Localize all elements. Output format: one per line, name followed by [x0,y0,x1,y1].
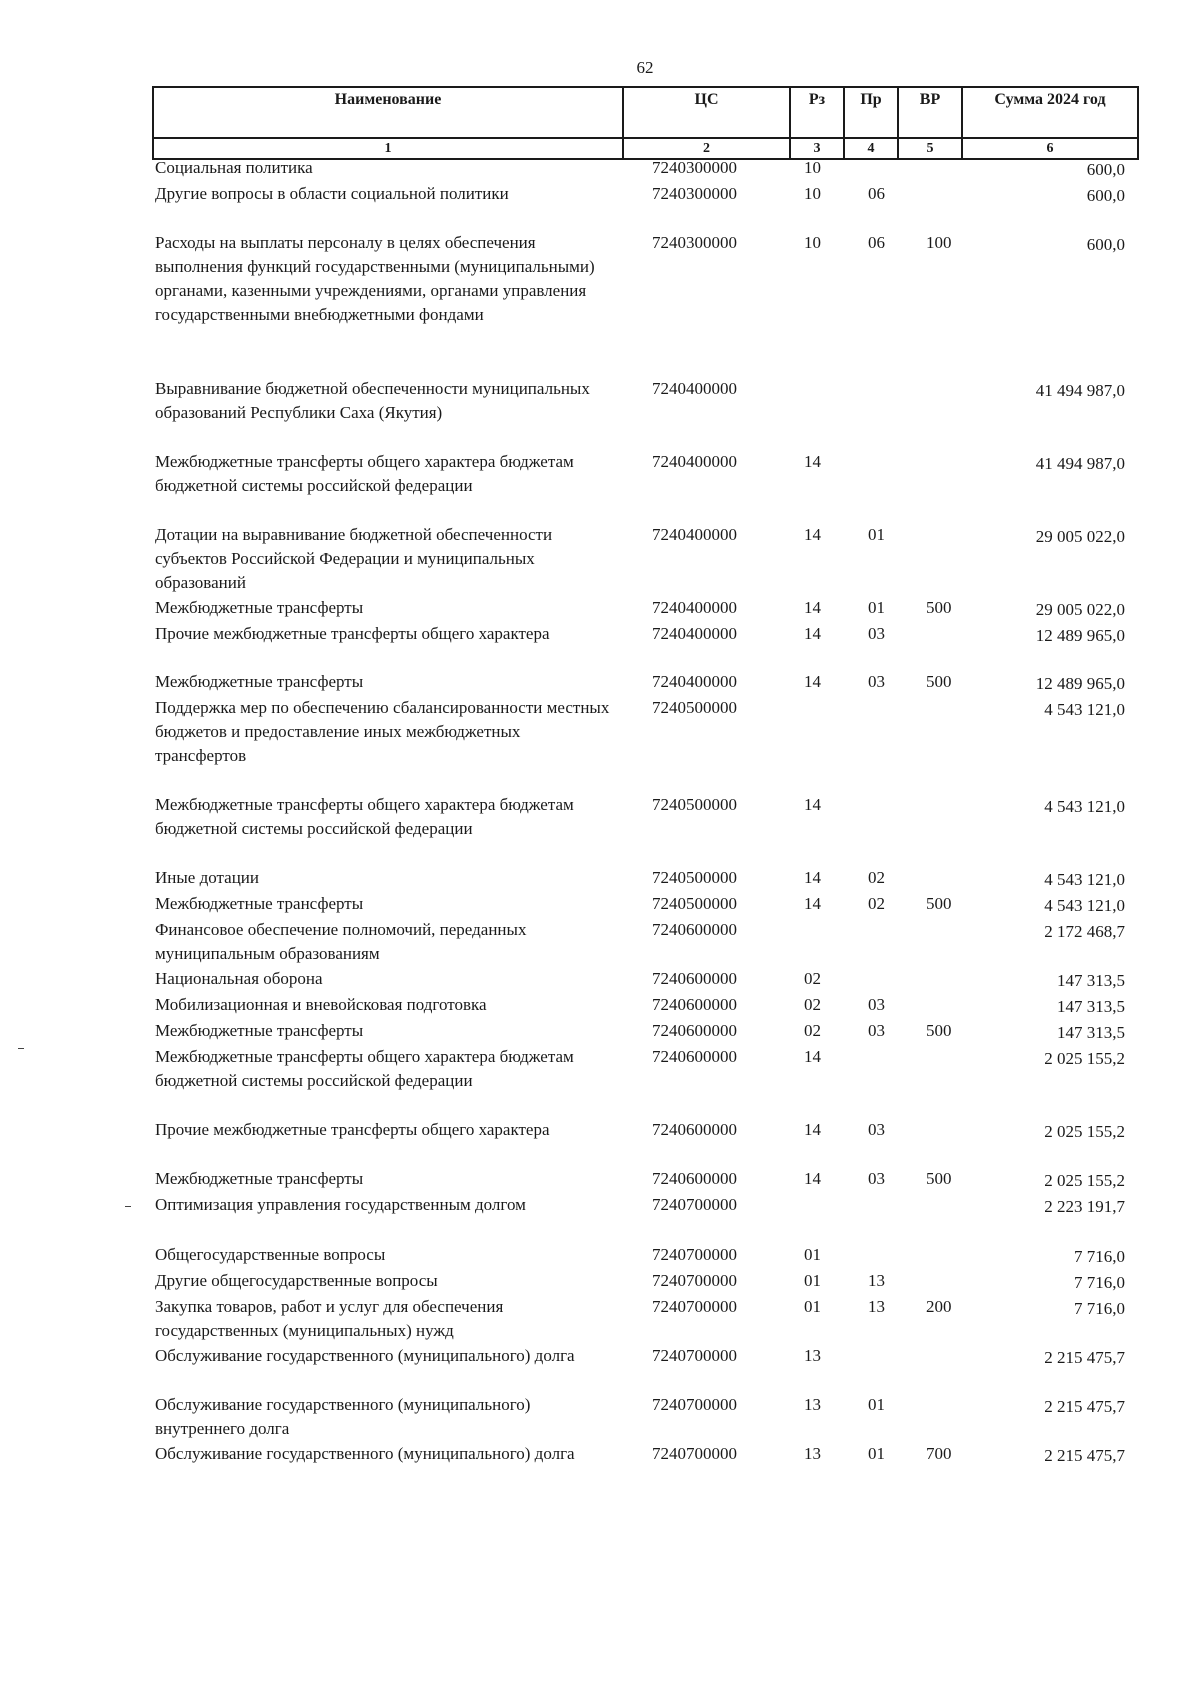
cell-sum: 2 223 191,7 [1044,1197,1125,1216]
cell-name: Выравнивание бюджетной обеспеченности муниципальных образований Республики Саха (Якутия) [155,379,590,422]
cell-sum: 2 025 155,2 [1044,1122,1125,1141]
header-pr: Пр [844,87,898,138]
cell-vr: 500 [926,1021,952,1040]
cell-cs: 7240400000 [652,624,737,643]
cell-rz: 14 [804,525,821,544]
cell-name: Межбюджетные трансферты [155,1169,364,1188]
cell-cs: 7240700000 [652,1444,737,1463]
cell-rz: 10 [804,184,821,203]
cell-pr: 13 [868,1271,885,1290]
table-header [152,86,1139,160]
cell-sum: 4 543 121,0 [1044,896,1125,915]
cell-sum: 41 494 987,0 [1035,454,1125,473]
cell-cs: 7240700000 [652,1395,737,1414]
cell-name: Межбюджетные трансферты общего характера бюджетам бюджетной системы российской федерации [155,1047,574,1090]
cell-cs: 7240400000 [652,525,737,544]
cell-vr: 200 [926,1297,952,1316]
cell-rz: 13 [804,1395,821,1414]
cell-pr: 03 [868,672,885,691]
cell-sum: 4 543 121,0 [1044,797,1125,816]
cell-cs: 7240500000 [652,868,737,887]
cell-name: Другие общегосударственные вопросы [155,1271,438,1290]
cell-name: Поддержка мер по обеспечению сбалансированности местных бюджетов и предоставление иных межбюджетных трансфертов [155,698,610,765]
cell-rz: 14 [804,1047,821,1066]
header-name: Наименование [153,87,623,138]
cell-rz: 14 [804,672,821,691]
header-num-5: 5 [898,138,962,159]
cell-sum: 7 716,0 [1074,1273,1125,1292]
cell-cs: 7240600000 [652,1120,737,1139]
cell-rz: 02 [804,969,821,988]
cell-name: Обслуживание государственного (муниципального) долга [155,1346,575,1365]
cell-sum: 4 543 121,0 [1044,870,1125,889]
cell-name: Межбюджетные трансферты [155,672,364,691]
cell-sum: 29 005 022,0 [1035,600,1125,619]
cell-sum: 147 313,5 [1057,997,1125,1016]
cell-rz: 14 [804,1169,821,1188]
cell-name: Межбюджетные трансферты [155,598,364,617]
cell-rz: 10 [804,158,821,177]
cell-cs: 7240400000 [652,672,737,691]
cell-sum: 4 543 121,0 [1044,700,1125,719]
cell-pr: 03 [868,624,885,643]
cell-name: Финансовое обеспечение полномочий, переданных муниципальным образованиям [155,920,527,963]
cell-rz: 01 [804,1245,821,1264]
cell-rz: 14 [804,868,821,887]
cell-vr: 500 [926,672,952,691]
cell-sum: 41 494 987,0 [1035,381,1125,400]
cell-pr: 01 [868,1444,885,1463]
cell-name: Межбюджетные трансферты [155,894,364,913]
cell-name: Оптимизация управления государственным долгом [155,1195,526,1214]
cell-pr: 01 [868,525,885,544]
cell-sum: 12 489 965,0 [1035,674,1125,693]
cell-vr: 500 [926,598,952,617]
cell-cs: 7240500000 [652,894,737,913]
cell-sum: 2 025 155,2 [1044,1171,1125,1190]
header-sum: Сумма 2024 год [962,87,1138,138]
cell-name: Общегосударственные вопросы [155,1245,386,1264]
cell-sum: 7 716,0 [1074,1299,1125,1318]
cell-name: Обслуживание государственного (муниципального) долга [155,1444,575,1463]
cell-cs: 7240600000 [652,1169,737,1188]
cell-cs: 7240300000 [652,158,737,177]
page-number: 62 [636,58,654,77]
cell-cs: 7240400000 [652,598,737,617]
cell-pr: 03 [868,1021,885,1040]
cell-rz: 14 [804,598,821,617]
cell-cs: 7240300000 [652,233,737,252]
cell-name: Другие вопросы в области социальной политики [155,184,509,203]
cell-cs: 7240700000 [652,1195,737,1214]
cell-pr: 02 [868,894,885,913]
cell-sum: 2 215 475,7 [1044,1397,1125,1416]
cell-sum: 2 215 475,7 [1044,1446,1125,1465]
cell-pr: 02 [868,868,885,887]
scan-mark [125,1206,131,1207]
cell-pr: 03 [868,1169,885,1188]
cell-sum: 147 313,5 [1057,1023,1125,1042]
cell-cs: 7240600000 [652,969,737,988]
cell-pr: 06 [868,233,885,252]
cell-sum: 7 716,0 [1074,1247,1125,1266]
cell-cs: 7240700000 [652,1346,737,1365]
cell-rz: 14 [804,894,821,913]
cell-name: Дотации на выравнивание бюджетной обеспеченности субъектов Российской Федерации и муниципальных образований [155,525,553,592]
cell-name: Национальная оборона [155,969,323,988]
cell-sum: 600,0 [1086,186,1125,205]
cell-pr: 13 [868,1297,885,1316]
cell-sum: 600,0 [1086,235,1125,254]
cell-rz: 10 [804,233,821,252]
cell-name: Мобилизационная и вневойсковая подготовка [155,995,487,1014]
cell-rz: 01 [804,1297,821,1316]
cell-cs: 7240400000 [652,379,737,398]
cell-cs: 7240400000 [652,452,737,471]
cell-pr: 03 [868,995,885,1014]
cell-rz: 01 [804,1271,821,1290]
cell-name: Обслуживание государственного (муниципального) внутреннего долга [155,1395,531,1438]
cell-rz: 14 [804,795,821,814]
cell-cs: 7240600000 [652,1047,737,1066]
cell-name: Межбюджетные трансферты общего характера бюджетам бюджетной системы российской федерации [155,795,574,838]
header-vr: ВР [898,87,962,138]
cell-vr: 100 [926,233,952,252]
cell-rz: 14 [804,624,821,643]
header-num-6: 6 [962,138,1138,159]
cell-cs: 7240500000 [652,698,737,717]
cell-cs: 7240300000 [652,184,737,203]
header-num-1: 1 [153,138,623,159]
scan-mark [18,1048,24,1049]
cell-pr: 03 [868,1120,885,1139]
cell-sum: 2 172 468,7 [1044,922,1125,941]
cell-rz: 02 [804,1021,821,1040]
cell-cs: 7240700000 [652,1271,737,1290]
cell-sum: 2 025 155,2 [1044,1049,1125,1068]
cell-cs: 7240700000 [652,1297,737,1316]
cell-name: Межбюджетные трансферты [155,1021,364,1040]
cell-pr: 01 [868,598,885,617]
cell-name: Прочие межбюджетные трансферты общего характера [155,1120,550,1139]
cell-name: Межбюджетные трансферты общего характера бюджетам бюджетной системы российской федерации [155,452,574,495]
cell-name: Расходы на выплаты персоналу в целях обеспечения выполнения функций государственными (муниципальными) органами, казенными учреждениями, органами управления государственными внебюджетными фондами [155,233,595,324]
cell-name: Иные дотации [155,868,259,887]
cell-vr: 500 [926,894,952,913]
cell-cs: 7240500000 [652,795,737,814]
cell-pr: 06 [868,184,885,203]
cell-sum: 600,0 [1086,160,1125,179]
cell-name: Социальная политика [155,158,313,177]
cell-sum: 29 005 022,0 [1035,527,1125,546]
header-num-4: 4 [844,138,898,159]
cell-rz: 13 [804,1444,821,1463]
cell-rz: 14 [804,1120,821,1139]
cell-name: Прочие межбюджетные трансферты общего характера [155,624,550,643]
cell-cs: 7240600000 [652,1021,737,1040]
cell-cs: 7240700000 [652,1245,737,1264]
cell-cs: 7240600000 [652,995,737,1014]
header-cs: ЦС [623,87,790,138]
header-num-2: 2 [623,138,790,159]
cell-rz: 13 [804,1346,821,1365]
cell-sum: 147 313,5 [1057,971,1125,990]
cell-vr: 700 [926,1444,952,1463]
header-rz: Рз [790,87,844,138]
cell-rz: 14 [804,452,821,471]
cell-vr: 500 [926,1169,952,1188]
header-num-3: 3 [790,138,844,159]
cell-sum: 2 215 475,7 [1044,1348,1125,1367]
cell-rz: 02 [804,995,821,1014]
cell-cs: 7240600000 [652,920,737,939]
cell-pr: 01 [868,1395,885,1414]
cell-name: Закупка товаров, работ и услуг для обеспечения государственных (муниципальных) нужд [155,1297,504,1340]
cell-sum: 12 489 965,0 [1035,626,1125,645]
